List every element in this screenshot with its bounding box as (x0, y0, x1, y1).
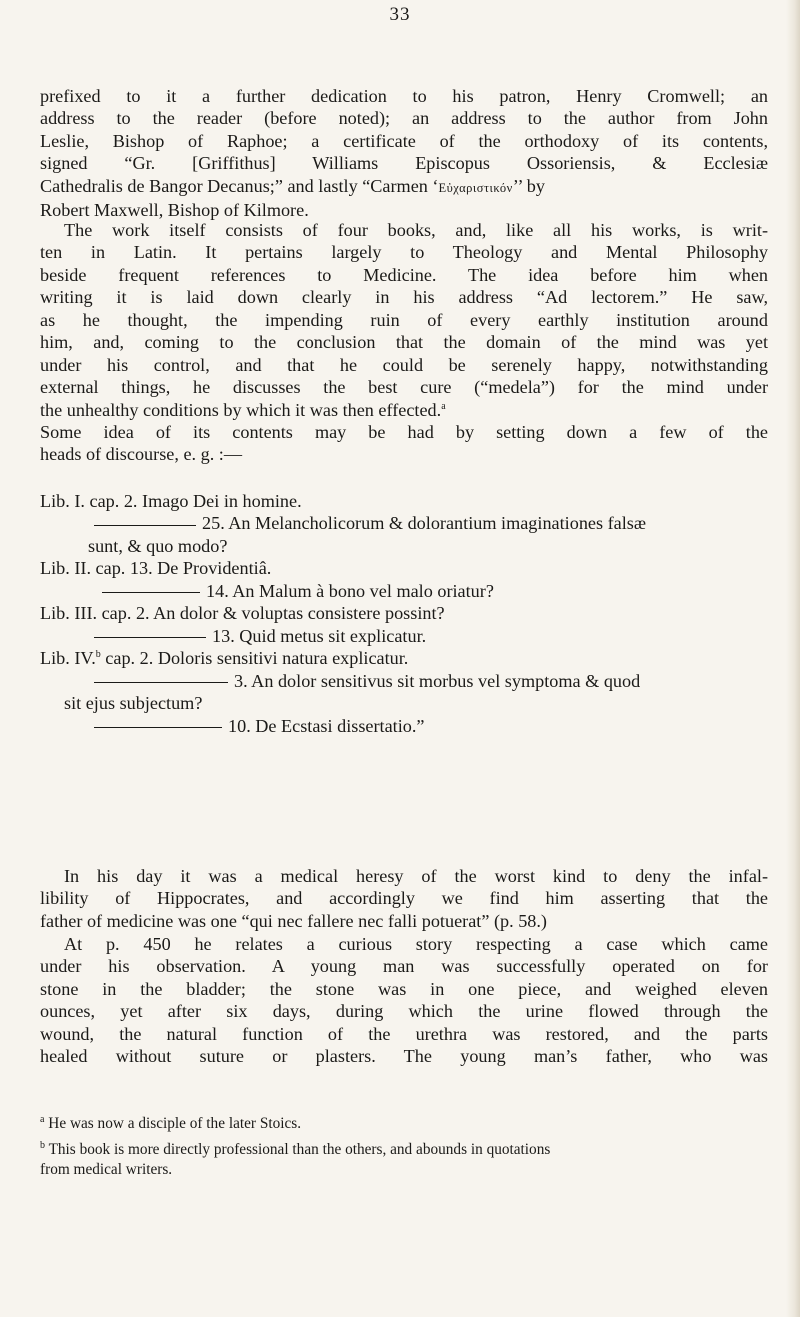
contents-item: sunt, & quo modo? (88, 535, 228, 556)
text-line: father of medicine was one “qui nec fallere nec falli potuerat” (p. 58.) (40, 910, 547, 931)
text-line: ten in Latin. It pertains largely to Theology and Mental Philosophy (40, 242, 768, 263)
contents-item (40, 580, 768, 602)
contents-item (40, 647, 768, 669)
contents-text: cap. 2. Doloris sensitivi natura explicatur. (105, 648, 409, 669)
text-line: libility of Hippocrates, and accordingly we find him asserting that the (40, 888, 768, 909)
text-segment: ’’ by (512, 175, 545, 196)
contents-text: 25. An Melancholicorum & dolorantium imaginationes falsæ (202, 513, 647, 534)
page-number: 33 (389, 4, 411, 25)
contents-item (40, 625, 768, 647)
text-line: as he thought, the impending ruin of every earthly institution around (40, 309, 768, 330)
paragraph-case-story (40, 933, 768, 1068)
dash-rule (102, 592, 200, 593)
text-segment: the unhealthy conditions by which it was then effected. (40, 399, 442, 420)
greek-word: Εὐχαριστικόν (438, 180, 513, 195)
contents-item (40, 670, 768, 692)
text-line: address to the reader (before noted); an address to the author from John (40, 108, 768, 129)
text-line: Some idea of its contents may be had by setting down a few of the (40, 422, 768, 442)
contents-item (40, 512, 768, 534)
text-line: In his day it was a medical heresy of the worst kind to deny the infal- (64, 866, 768, 886)
paragraph-hippocrates (40, 865, 768, 932)
text-segment: Cathedralis de Bangor Decanus;” and lastly “Carmen ‘ (40, 175, 439, 196)
text-line: ounces, yet after six days, during which the urine flowed through the (40, 1001, 768, 1022)
footnote-text: from medical writers. (40, 1161, 173, 1178)
dash-rule (94, 525, 196, 526)
dash-rule (94, 682, 228, 683)
contents-list (40, 490, 768, 737)
contents-text: 14. An Malum à bono vel malo oriatur? (206, 580, 494, 601)
text-line: prefixed to it a further dedication to his patron, Henry Cromwell; an (40, 86, 768, 106)
contents-item: Lib. I. cap. 2. Imago Dei in homine. (40, 491, 302, 511)
text-line: heads of discourse, e. g. :— (40, 444, 243, 465)
text-line: writing it is laid down clearly in his address “Ad lectorem.” He saw, (40, 287, 768, 308)
contents-text: 3. An dolor sensitivus sit morbus vel symptoma & quod (234, 670, 641, 691)
text-line: Leslie, Bishop of Raphoe; a certificate of the orthodoxy of its contents, (40, 130, 768, 151)
footnote-text: This book is more directly professional than the others, and abounds in quotations (48, 1141, 551, 1158)
text-line: under his observation. A young man was successfully operated on for (40, 956, 768, 977)
contents-item: sit ejus subjectum? (64, 693, 203, 714)
text-line: Robert Maxwell, Bishop of Kilmore. (40, 200, 309, 221)
contents-item: Lib. II. cap. 13. De Providentiâ. (40, 558, 272, 579)
text-line: under his control, and that he could be serenely happy, notwithstanding (40, 354, 768, 375)
text-line (40, 175, 768, 199)
footnote (40, 1140, 768, 1160)
page-edge (786, 0, 800, 1317)
footnote (40, 1114, 768, 1134)
paragraph-contents-intro (40, 421, 768, 466)
text-line: healed without suture or plasters. The young man’s father, who was (40, 1046, 768, 1067)
contents-text: Lib. IV. (40, 648, 96, 669)
text-line: wound, the natural function of the urethra was restored, and the parts (40, 1023, 768, 1044)
footnotes (40, 1114, 768, 1180)
footnote-marker: b (40, 1139, 45, 1151)
dash-rule (94, 727, 222, 728)
text-line: signed “Gr. [Griffithus] Williams Episcopus Ossoriensis, & Ecclesiæ (40, 153, 768, 174)
text-line: stone in the bladder; the stone was in one piece, and weighed eleven (40, 978, 768, 999)
footnote-text: He was now a disciple of the later Stoics. (48, 1115, 302, 1132)
footnote-marker: a (40, 1113, 45, 1125)
paragraph-work-description (40, 219, 768, 421)
text-line: At p. 450 he relates a curious story respecting a case which came (64, 934, 768, 954)
contents-item: Lib. III. cap. 2. An dolor & voluptas consistere possint? (40, 603, 445, 624)
paragraph-dedication (40, 85, 768, 222)
text-line: external things, he discusses the best cure (“medela”) for the mind under (40, 377, 768, 398)
footnote-marker: a (441, 400, 446, 412)
contents-text: 13. Quid metus sit explicatur. (212, 625, 427, 646)
dash-rule (94, 637, 206, 638)
text-line: The work itself consists of four books, and, like all his works, is writ- (64, 220, 768, 240)
footnote-marker: b (95, 649, 101, 661)
text-line: him, and, coming to the conclusion that the domain of the mind was yet (40, 332, 768, 353)
text-line: beside frequent references to Medicine. The idea before him when (40, 264, 768, 285)
text-line (40, 399, 768, 421)
contents-text: 10. De Ecstasi dissertatio.” (228, 715, 425, 736)
contents-item (40, 715, 768, 737)
